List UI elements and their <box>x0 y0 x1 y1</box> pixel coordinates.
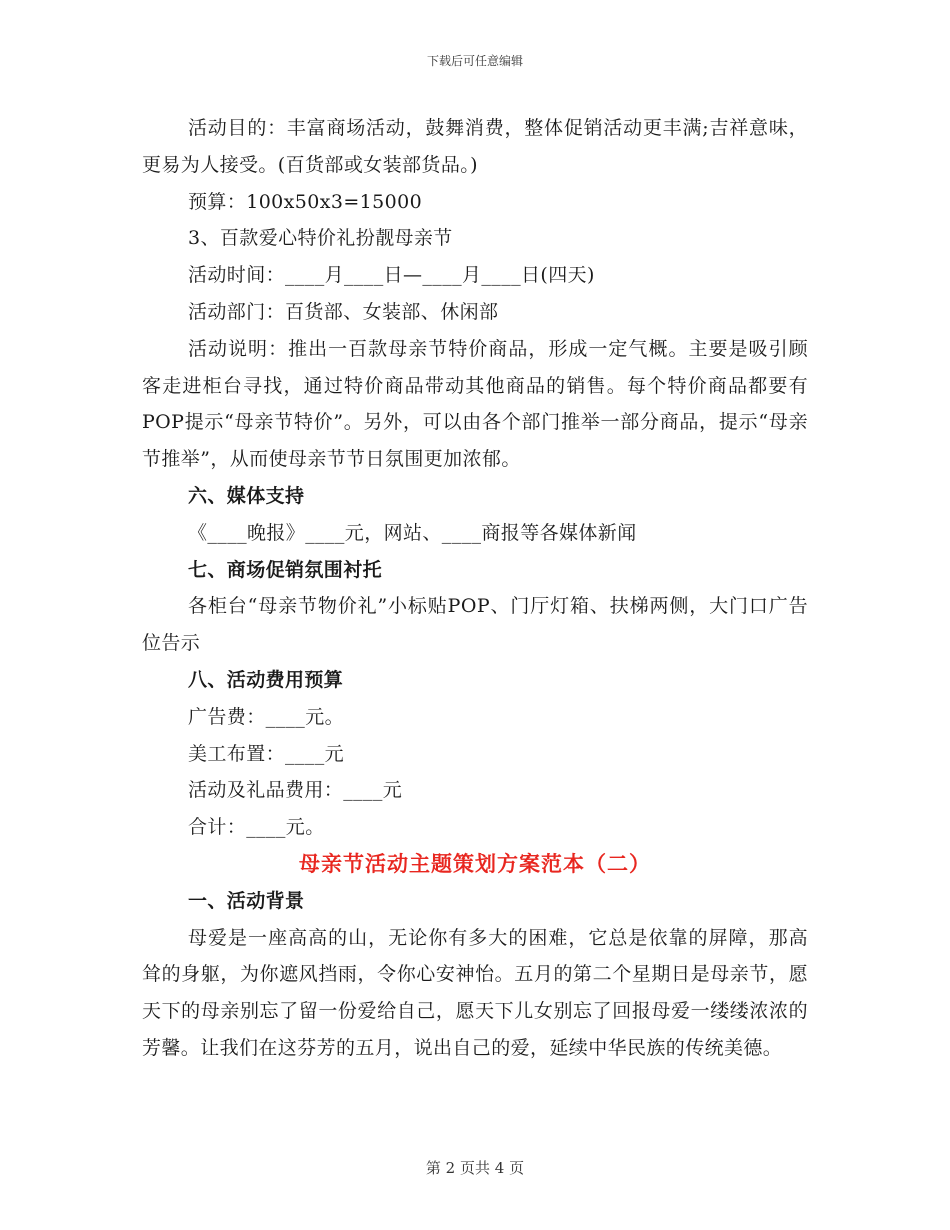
purpose-paragraph: 活动目的：丰富商场活动，鼓舞消费，整体促销活动更丰满;吉祥意味，更易为人接受。(百货部或女装部货品。) <box>142 117 808 176</box>
page-header: 下载后可任意编辑 <box>426 54 523 68</box>
ad-fee-line: 广告费：____元。 <box>188 705 345 728</box>
art-fee-line: 美工布置：____元 <box>188 742 345 765</box>
activity-description: 活动说明：推出一百款母亲节特价商品，形成一定气概。主要是吸引顾客走进柜台寻找，通过特价商品带动其他商品的销售。每个特价商品都要有POP提示“母亲节特价”。另外，可以由各个部门推举一部分商品，提示“母亲节推举”，从而使母亲节节日氛围更加浓郁。 <box>142 337 808 471</box>
document-body <box>142 110 808 1067</box>
section6-heading: 六、媒体支持 <box>188 484 305 507</box>
document-title: 母亲节活动主题策划方案范本（二） <box>299 851 651 876</box>
gift-fee-line: 活动及礼品费用：____元 <box>188 779 403 802</box>
decor-paragraph: 各柜台“母亲节物价礼”小标贴POP、门厅灯箱、扶梯两侧，大门口广告位告示 <box>142 595 808 655</box>
budget-line: 预算：100x50x3=15000 <box>188 190 423 213</box>
section1-heading: 一、活动背景 <box>188 889 305 912</box>
item3-title: 3、百款爱心特价礼扮靓母亲节 <box>188 227 453 250</box>
page-footer: 第 2 页共 4 页 <box>425 1159 525 1177</box>
section7-heading: 七、商场促销氛围衬托 <box>188 558 383 581</box>
activity-time: 活动时间：____月____日—____月____日(四天) <box>188 264 595 287</box>
background-paragraph: 母爱是一座高高的山，无论你有多大的困难，它总是依靠的屏障，那高耸的身躯，为你遮风挡雨，令你心安神怡。五月的第二个星期日是母亲节，愿天下的母亲别忘了留一份爱给自己，愿天下儿女别忘了回报母爱一缕缕浓浓的芳馨。让我们在这芬芳的五月，说出自己的爱，延续中华民族的传统美德。 <box>142 926 808 1059</box>
media-line: 《____晚报》____元，网站、____商报等各媒体新闻 <box>188 521 637 544</box>
section8-heading: 八、活动费用预算 <box>188 668 344 691</box>
total-line: 合计：____元。 <box>188 816 325 839</box>
activity-dept: 活动部门：百货部、女装部、休闲部 <box>188 300 499 323</box>
